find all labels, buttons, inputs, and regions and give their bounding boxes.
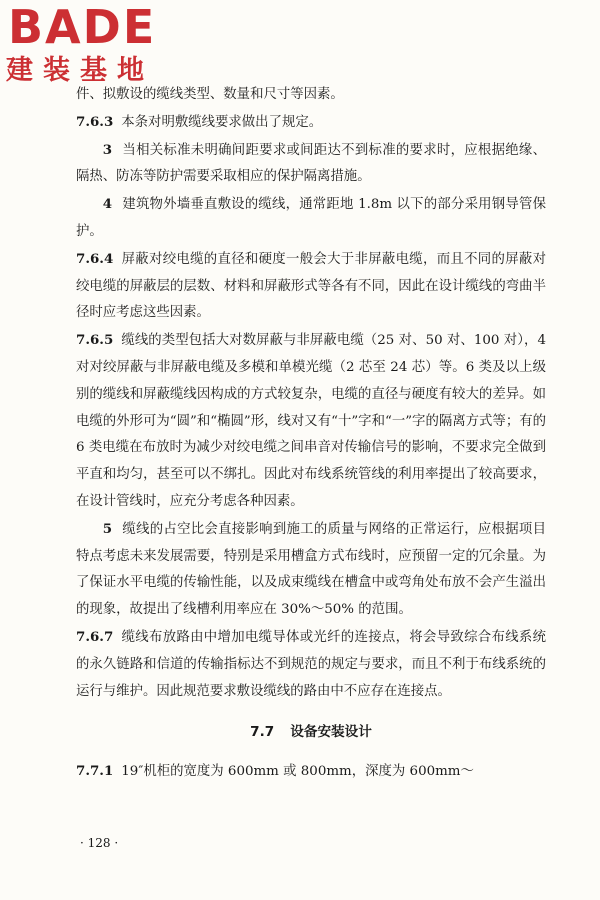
- section-number: 7.6.5: [76, 332, 114, 349]
- heading-number: 7.7: [250, 724, 275, 741]
- paragraph-7-6-5: [76, 327, 546, 516]
- item-number: 4: [102, 196, 113, 213]
- paragraph-text: 缆线的类型包括大对数屏蔽与非屏蔽电缆（25 对、50 对、100 对），4 对对绞屏蔽与非屏蔽电缆及多模和单模光缆（2 芯至 24 芯）等。6 类及以上级别的缆线和屏蔽缆线因构成的方式较复杂，电缆的直径与硬度有较大的差异。如电缆的外形可为“圆”和“椭圆”形，线对又有“十”字和“一”字的隔离方式等；有的 6 类电缆在布放时为减少对绞电缆之间串音对传输信号的影响，不要求完全做到平直和均匀，甚至可以不绑扎。因此对布线系统管线的利用率提出了较高要求，在设计管线时，应充分考虑各种因素。: [76, 333, 546, 509]
- paragraph-text: 当相关标准未明确间距要求或间距达不到标准的要求时，应根据绝缘、隔热、防冻等防护需要采取相应的保护隔离措施。: [76, 142, 546, 185]
- paragraph-item-3: [76, 137, 546, 192]
- watermark-logo-subtext: 建装基地: [6, 55, 154, 86]
- paragraph-7-6-4: [76, 246, 546, 327]
- section-number: 7.6.7: [76, 628, 114, 645]
- watermark-logo-text: BADE: [8, 0, 157, 54]
- heading-title: 设备安装设计: [290, 724, 372, 741]
- paragraph-text: 建筑物外墙垂直敷设的缆线，通常距地 1.8m 以下的部分采用钢导管保护。: [76, 197, 546, 239]
- page-number: · 128 ·: [80, 836, 119, 850]
- paragraph-7-6-3: [76, 109, 546, 137]
- paragraph-continuation: [76, 82, 546, 109]
- section-number: 7.6.4: [76, 250, 114, 267]
- paragraph-text: 19″机柜的宽度为 600mm 或 800mm，深度为 600mm～: [121, 764, 474, 780]
- section-heading-7-7: [76, 719, 546, 746]
- paragraph-7-6-7: [76, 624, 546, 705]
- section-number: 7.7.1: [76, 763, 114, 780]
- page-body: [76, 82, 546, 786]
- paragraph-text: 缆线的占空比会直接影响到施工的质量与网络的正常运行，应根据项目特点考虑未来发展需要，特别是采用槽盒方式布线时，应预留一定的冗余量。为了保证水平电缆的传输性能，以及成束缆线在槽盒中或弯角处布放不会产生溢出的现象，故提出了线槽利用率应在 30%～50% 的范围。: [76, 521, 546, 618]
- paragraph-text: 本条对明敷缆线要求做出了规定。: [121, 114, 323, 130]
- paragraph-item-5: [76, 516, 546, 624]
- section-number: 7.6.3: [76, 113, 114, 130]
- item-number: 5: [102, 520, 113, 537]
- paragraph-item-4: [76, 191, 546, 246]
- paragraph-text: 件、拟敷设的缆线类型、数量和尺寸等因素。: [76, 87, 344, 102]
- paragraph-7-7-1: [76, 758, 546, 786]
- paragraph-text: 屏蔽对绞电缆的直径和硬度一般会大于非屏蔽电缆，而且不同的屏蔽对绞电缆的屏蔽层的层数、材料和屏蔽形式等各有不同，因此在设计缆线的弯曲半径时应考虑这些因素。: [76, 251, 546, 321]
- item-number: 3: [102, 141, 113, 158]
- paragraph-text: 缆线布放路由中增加电缆导体或光纤的连接点，将会导致综合布线系统的永久链路和信道的传输指标达不到规范的规定与要求，而且不利于布线系统的运行与维护。因此规范要求敷设缆线的路由中不应存在连接点。: [76, 629, 546, 699]
- watermark-logo: [4, 2, 179, 94]
